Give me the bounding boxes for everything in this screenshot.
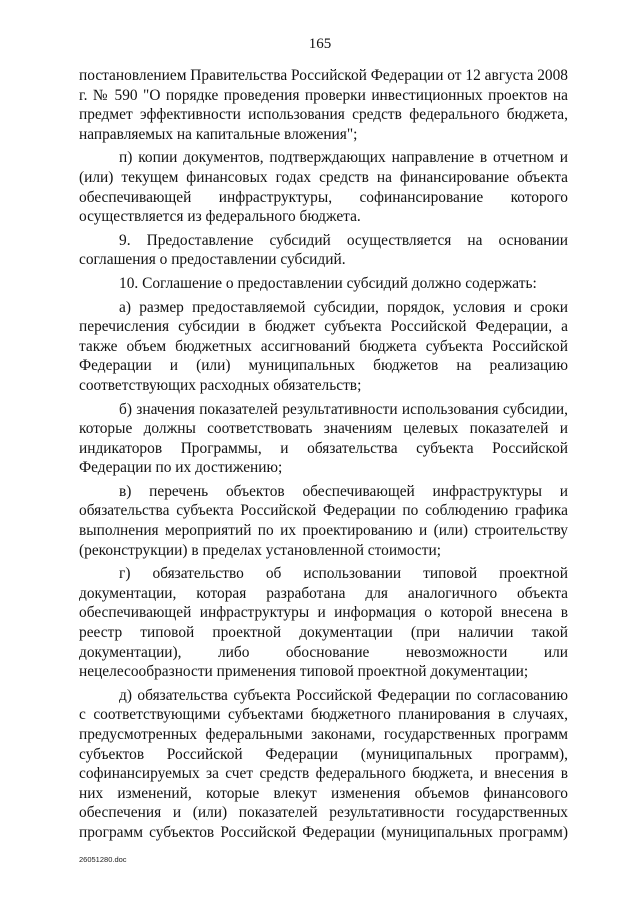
paragraph-item-p: п) копии документов, подтверждающих направление в отчетном и (или) текущем финансовых годах средств на финансирование объекта обеспечивающей инфраструктуры, софинансирование которого осуществляется из федерального бюджета. [79,149,568,226]
paragraph-item-b: б) значения показателей результативности использования субсидии, которые должны соответствовать значениям целевых показателей и индикаторов Программы, и обязательства субъекта Российской Федерации по их достижению; [79,400,568,477]
paragraph-item-v: в) перечень объектов обеспечивающей инфраструктуры и обязательства субъекта Российской Федерации по соблюдению графика выполнения мероприятий по их проектированию и (или) строительству (реконструкции) в пределах установленной стоимости; [79,482,568,559]
paragraph-continuation: постановлением Правительства Российской Федерации от 12 августа 2008 г. № 590 "О порядке проведения проверки инвестиционных проектов на предмет эффективности использования средств федерального бюджета, направляемых на капитальные вложения"; [79,67,568,143]
paragraph-item-a: а) размер предоставляемой субсидии, порядок, условия и сроки перечисления субсидии в бюджет субъекта Российской Федерации, а также объем бюджетных ассигнований бюджета субъекта Российской Федерации и (или) муниципальных бюджетов на реализацию соответствующих расходных обязательств; [79,298,568,394]
document-body [79,66,568,847]
paragraph-item-d: д) обязательства субъекта Российской Федерации по согласованию с соответствующими субъектами бюджетного планирования в случаях, предусмотренных федеральными законами, государственных программ субъектов Российской Федерации (муниципальных программ), софинансируемых за счет средств федерального бюджета, и внесения в них изменений, которые влекут изменения объемов финансового обеспечения и (или) показателей результативности государственных программ субъектов Российской Федерации (муниципальных программ) [79,686,568,841]
paragraph-item-g: г) обязательство об использовании типовой проектной документации, которая разработана для аналогичного объекта обеспечивающей инфраструктуры и информация о которой внесена в реестр типовой проектной документации (при наличии такой документации), либо обоснование невозможности или нецелесообразности применения типовой проектной документации; [79,565,568,681]
file-name-footer: 26051280.doc [79,855,127,864]
paragraph-clause-10: 10. Соглашение о предоставлении субсидий должно содержать: [119,274,537,292]
paragraph-clause-9: 9. Предоставление субсидий осуществляется на основании соглашения о предоставлении субсидий. [79,231,568,269]
page-number: 165 [308,36,332,52]
